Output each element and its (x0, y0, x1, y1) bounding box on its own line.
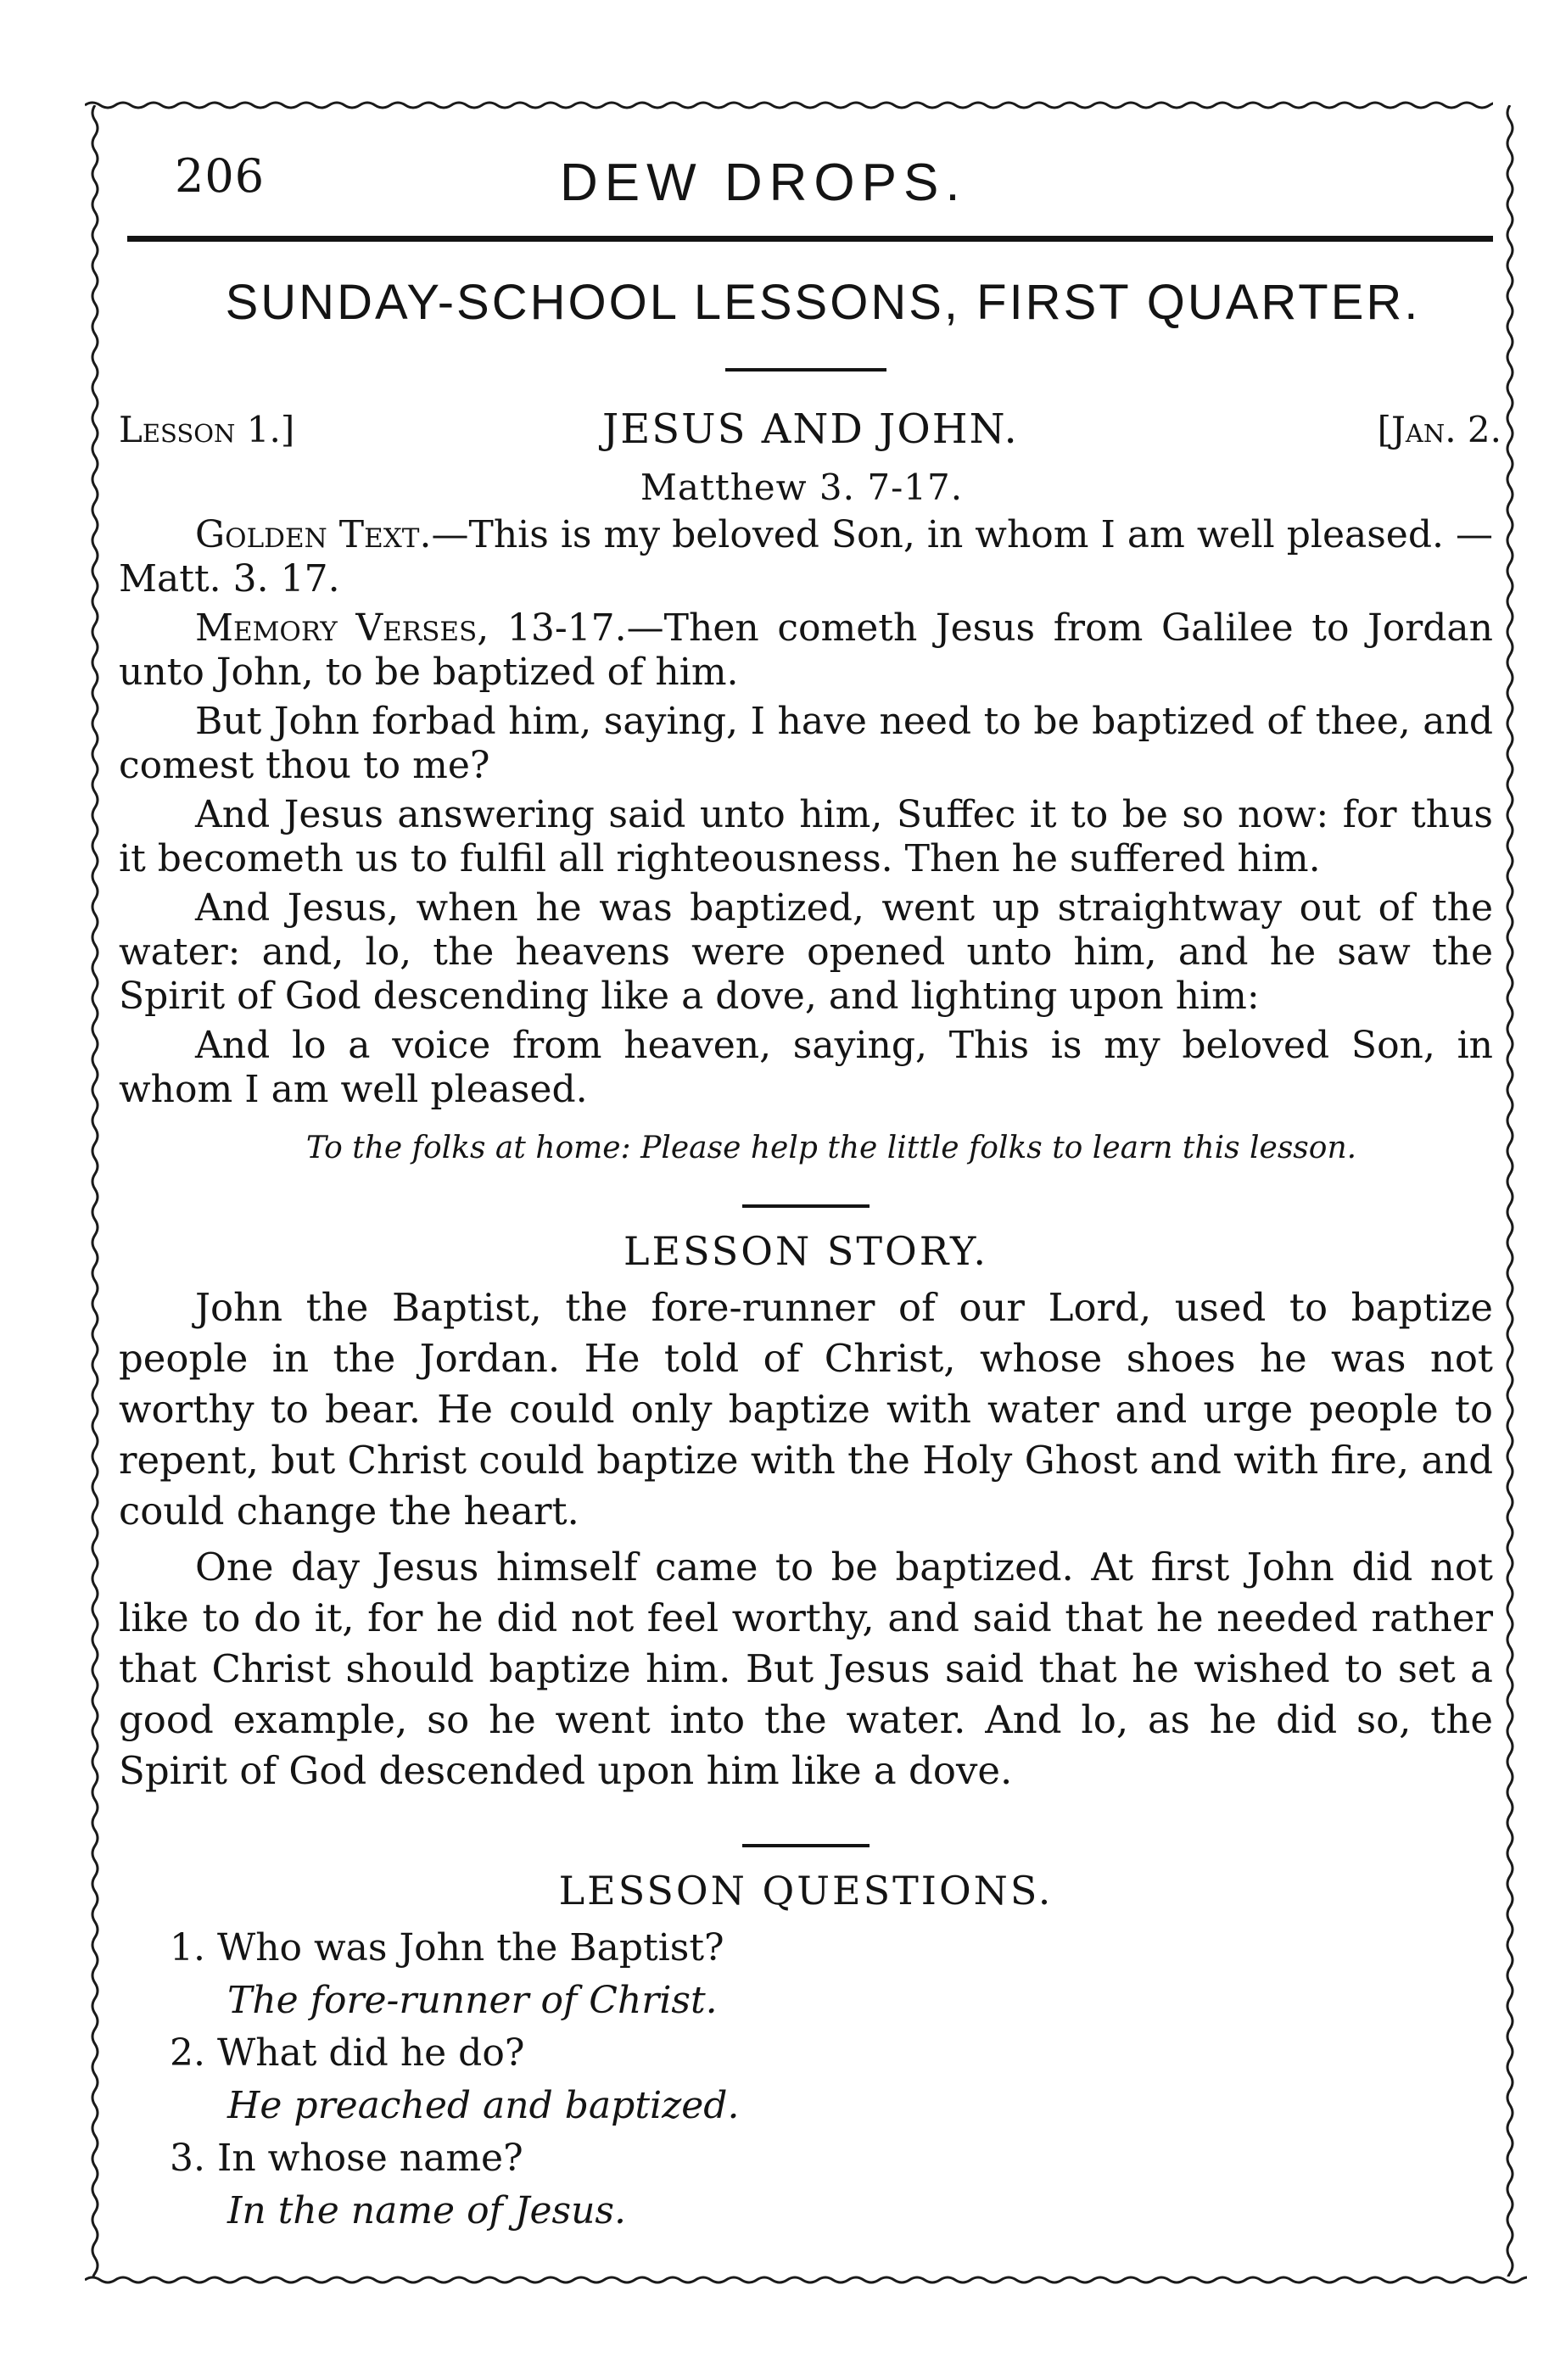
memory-verse: And Jesus, when he was baptized, went up straightway out of the water: and, lo, the heavens were opened unto him, and he saw the Spirit of God descending like a dove, and lighting upon him: (119, 886, 1493, 1018)
memory-verse: And Jesus answering said unto him, Suffec it to be so now: for thus it becometh us to fulfil all righteousness. Then he suffered him. (119, 793, 1493, 880)
story-paragraph: John the Baptist, the fore-runner of our Lord, used to baptize people in the Jordan. He told of Christ, whose shoes he was not worthy to bear. He could only baptize with water and urge people to repent, but Christ could baptize with the Holy Ghost and with fire, and could change the heart. (119, 1285, 1493, 1534)
memory-verse: —Then cometh Jesus from Galilee to Jordan unto John, to be baptized of him. (119, 606, 1493, 694)
lesson-story (119, 1282, 1493, 1796)
answer: In the name of Jesus. (227, 2189, 626, 2232)
border-left (85, 105, 105, 2277)
wavy-border-line (1507, 105, 1513, 2277)
question: 3. In whose name? (170, 2137, 523, 2180)
memory-verse: But John forbad him, saying, I have need to be baptized of thee, and comest thou to me? (119, 700, 1493, 787)
wavy-border-line (85, 2277, 1527, 2282)
lesson-title: JESUS AND JOHN. (602, 405, 1019, 453)
answer: The fore-runner of Christ. (227, 1979, 718, 2022)
question: 1. Who was John the Baptist? (170, 1926, 724, 1969)
header-rule (127, 236, 1493, 242)
memory-verses-first (119, 606, 1493, 695)
lesson-date: [Jan. 2. (1377, 409, 1501, 450)
wavy-border-line (85, 103, 1493, 108)
lesson-header (119, 405, 1501, 465)
page-number: 206 (175, 149, 266, 203)
golden-text-body: —This is my beloved Son, in whom I am well pleased. —Matt. 3. 17. (119, 513, 1493, 601)
border-bottom (85, 2270, 1527, 2290)
note-to-parents: To the folks at home: Please help the little folks to learn this lesson. (305, 1131, 1357, 1165)
story-paragraph: One day Jesus himself came to be baptized. At first John did not like to do it, for he did not feel worthy, and said that he needed rather that Christ should baptize him. But Jesus said that he wished to set a good example, so he went into the water. And lo, as he did so, the Spirit of God descended upon him like a dove. (119, 1545, 1493, 1793)
lesson-questions (119, 1922, 1493, 2238)
border-top (85, 95, 1493, 115)
golden-text (119, 513, 1493, 601)
scripture-reference: Matthew 3. 7-17. (640, 467, 964, 508)
story-rule (742, 1204, 870, 1208)
border-right (1500, 105, 1520, 2277)
page-header (119, 127, 1493, 221)
answer: He preached and baptized. (227, 2084, 740, 2127)
wavy-border-line (92, 105, 98, 2277)
journal-title: DEW DROPS. (560, 154, 967, 212)
memory-verse: And lo a voice from heaven, saying, This is my beloved Son, in whom I am well pleased. (119, 1024, 1493, 1111)
memory-verses-label: Memory Verses, 13-17. (195, 606, 627, 650)
page-content (119, 127, 1501, 2238)
question: 2. What did he do? (170, 2031, 525, 2075)
section-rule (725, 368, 886, 372)
lesson-number: Lesson 1.] (119, 409, 295, 450)
golden-text-label: Golden Text. (195, 513, 432, 556)
section-title: SUNDAY-SCHOOL LESSONS, FIRST QUARTER. (225, 275, 1421, 330)
questions-rule (742, 1844, 870, 1847)
story-heading: LESSON STORY. (623, 1228, 989, 1274)
questions-heading: LESSON QUESTIONS. (558, 1868, 1054, 1913)
